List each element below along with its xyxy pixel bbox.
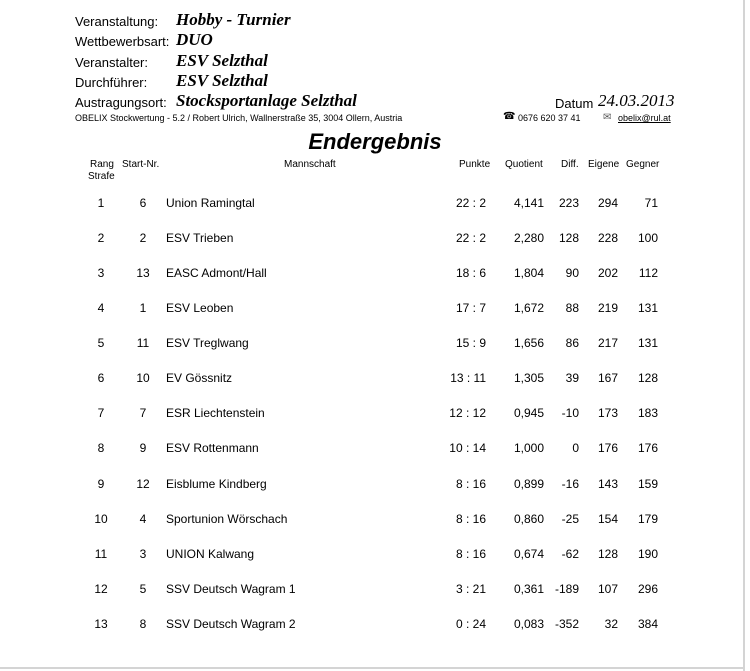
- cell-points: 22 : 2: [455, 196, 486, 210]
- meta-value: ESV Selzthal: [176, 71, 268, 90]
- header-quotient: Quotient: [505, 159, 543, 170]
- cell-points: 15 : 9: [455, 336, 486, 350]
- cell-rank: 11: [94, 547, 108, 561]
- cell-opp: 128: [637, 371, 658, 385]
- cell-rank: 8: [97, 441, 105, 455]
- table-row: [0, 220, 745, 255]
- telephone-icon: ☎: [503, 111, 516, 122]
- meta-value: Stocksportanlage Selzthal: [176, 91, 357, 110]
- cell-points: 8 : 16: [455, 547, 486, 561]
- cell-rank: 12: [94, 582, 108, 596]
- meta-value: DUO: [176, 30, 213, 49]
- cell-points: 3 : 21: [455, 582, 486, 596]
- meta-label: Durchführer:: [75, 75, 148, 90]
- cell-team: ESR Liechtenstein: [166, 406, 265, 420]
- cell-team: EV Gössnitz: [166, 371, 233, 385]
- cell-diff: 88: [565, 301, 579, 315]
- table-row: [0, 185, 745, 220]
- cell-opp: 131: [637, 336, 658, 350]
- cell-rank: 10: [94, 512, 108, 526]
- cell-quotient: 0,083: [513, 617, 544, 631]
- cell-points: 8 : 16: [455, 512, 486, 526]
- cell-quotient: 0,674: [513, 547, 544, 561]
- cell-opp: 296: [637, 582, 658, 596]
- cell-start: 1: [139, 301, 147, 315]
- table-row: [0, 501, 745, 536]
- header-rank: Rang: [90, 159, 114, 170]
- cell-team: ESV Leoben: [166, 301, 234, 315]
- cell-own: 128: [597, 547, 618, 561]
- cell-quotient: 2,280: [513, 231, 544, 245]
- cell-points: 18 : 6: [455, 266, 486, 280]
- cell-start: 13: [136, 266, 150, 280]
- cell-own: 217: [597, 336, 618, 350]
- cell-own: 228: [597, 231, 618, 245]
- cell-rank: 13: [94, 617, 108, 631]
- cell-own: 107: [597, 582, 618, 596]
- cell-own: 219: [597, 301, 618, 315]
- envelope-icon: ✉: [603, 112, 612, 123]
- cell-start: 8: [139, 617, 147, 631]
- cell-start: 11: [136, 336, 150, 350]
- cell-team: ESV Trieben: [166, 231, 234, 245]
- cell-start: 3: [139, 547, 147, 561]
- cell-quotient: 1,656: [513, 336, 544, 350]
- cell-opp: 384: [637, 617, 658, 631]
- cell-own: 202: [597, 266, 618, 280]
- email-link[interactable]: obelix@rul.at: [618, 113, 671, 123]
- header-own: Eigene: [588, 159, 620, 170]
- cell-opp: 100: [637, 231, 658, 245]
- cell-diff: 0: [572, 441, 579, 455]
- cell-rank: 4: [97, 301, 105, 315]
- table-row: [0, 571, 745, 606]
- cell-team: UNION Kalwang: [166, 547, 255, 561]
- header-team: Mannschaft: [284, 159, 336, 170]
- cell-points: 8 : 16: [455, 477, 486, 491]
- cell-diff: -10: [561, 406, 579, 420]
- cell-rank: 1: [97, 196, 105, 210]
- cell-team: EASC Admont/Hall: [166, 266, 267, 280]
- cell-diff: 223: [558, 196, 579, 210]
- table-row: [0, 255, 745, 290]
- cell-own: 143: [597, 477, 618, 491]
- cell-opp: 183: [637, 406, 658, 420]
- table-row: [0, 466, 745, 501]
- cell-points: 10 : 14: [449, 441, 486, 455]
- meta-label: Veranstaltung:: [75, 14, 159, 29]
- cell-team: ESV Treglwang: [166, 336, 249, 350]
- cell-diff: -189: [554, 582, 579, 596]
- table-row: [0, 325, 745, 360]
- cell-start: 5: [139, 582, 147, 596]
- table-row: [0, 606, 745, 641]
- cell-diff: 90: [565, 266, 579, 280]
- cell-team: Eisblume Kindberg: [166, 477, 267, 491]
- cell-start: 7: [139, 406, 147, 420]
- table-row: [0, 430, 745, 465]
- cell-diff: -16: [561, 477, 579, 491]
- cell-team: Sportunion Wörschach: [166, 512, 288, 526]
- table-row: [0, 290, 745, 325]
- cell-team: SSV Deutsch Wagram 2: [166, 617, 296, 631]
- header-penalty: Strafe: [88, 171, 115, 182]
- cell-diff: -62: [561, 547, 579, 561]
- cell-points: 22 : 2: [455, 231, 486, 245]
- cell-rank: 2: [97, 231, 105, 245]
- cell-quotient: 1,000: [513, 441, 544, 455]
- table-row: [0, 536, 745, 571]
- cell-own: 167: [597, 371, 618, 385]
- cell-quotient: 1,305: [513, 371, 544, 385]
- cell-opp: 179: [637, 512, 658, 526]
- meta-label: Veranstalter:: [75, 55, 148, 70]
- cell-start: 4: [139, 512, 147, 526]
- cell-rank: 5: [97, 336, 105, 350]
- meta-label: Wettbewerbsart:: [75, 34, 170, 49]
- cell-opp: 112: [638, 266, 658, 280]
- cell-rank: 3: [97, 266, 105, 280]
- cell-opp: 159: [637, 477, 658, 491]
- cell-points: 12 : 12: [449, 406, 486, 420]
- cell-quotient: 1,672: [513, 301, 544, 315]
- cell-start: 10: [136, 371, 150, 385]
- table-row: [0, 360, 745, 395]
- datum-value: 24.03.2013: [598, 91, 675, 110]
- cell-diff: -352: [554, 617, 579, 631]
- cell-quotient: 0,899: [513, 477, 544, 491]
- cell-points: 0 : 24: [455, 617, 486, 631]
- cell-own: 154: [597, 512, 618, 526]
- cell-diff: 128: [558, 231, 579, 245]
- header-start: Start-Nr.: [122, 159, 160, 170]
- meta-value: Hobby - Turnier: [176, 10, 291, 29]
- cell-points: 17 : 7: [455, 301, 486, 315]
- cell-quotient: 0,860: [513, 512, 544, 526]
- cell-rank: 6: [97, 371, 105, 385]
- cell-points: 13 : 11: [450, 371, 486, 385]
- cell-opp: 176: [637, 441, 658, 455]
- phone-number: 0676 620 37 41: [518, 113, 581, 123]
- datum-label: Datum: [555, 96, 594, 111]
- cell-quotient: 4,141: [513, 196, 544, 210]
- cell-diff: 39: [565, 371, 579, 385]
- cell-opp: 131: [637, 301, 658, 315]
- software-credit: OBELIX Stockwertung - 5.2 / Robert Ulrich, Wallnerstraße 35, 3004 Ollern, Austria: [75, 113, 403, 123]
- cell-rank: 7: [97, 406, 105, 420]
- cell-opp: 190: [637, 547, 658, 561]
- cell-diff: 86: [565, 336, 579, 350]
- header-opp: Gegner: [626, 159, 660, 170]
- cell-own: 173: [597, 406, 618, 420]
- page-title: Endergebnis: [308, 129, 442, 154]
- cell-team: Union Ramingtal: [166, 196, 255, 210]
- meta-label: Austragungsort:: [75, 95, 167, 110]
- cell-opp: 71: [644, 196, 658, 210]
- cell-own: 294: [597, 196, 618, 210]
- cell-quotient: 0,945: [513, 406, 544, 420]
- cell-quotient: 1,804: [513, 266, 544, 280]
- cell-start: 9: [139, 441, 147, 455]
- cell-own: 32: [604, 617, 618, 631]
- cell-start: 12: [136, 477, 150, 491]
- header-diff: Diff.: [561, 159, 579, 170]
- cell-start: 6: [139, 196, 147, 210]
- page-bottom-border: [0, 667, 745, 669]
- cell-diff: -25: [561, 512, 579, 526]
- cell-rank: 9: [97, 477, 105, 491]
- cell-own: 176: [597, 441, 618, 455]
- cell-start: 2: [139, 231, 147, 245]
- meta-value: ESV Selzthal: [176, 51, 268, 70]
- cell-quotient: 0,361: [513, 582, 544, 596]
- header-points: Punkte: [459, 159, 491, 170]
- cell-team: SSV Deutsch Wagram 1: [166, 582, 296, 596]
- table-row: [0, 395, 745, 430]
- cell-team: ESV Rottenmann: [166, 441, 259, 455]
